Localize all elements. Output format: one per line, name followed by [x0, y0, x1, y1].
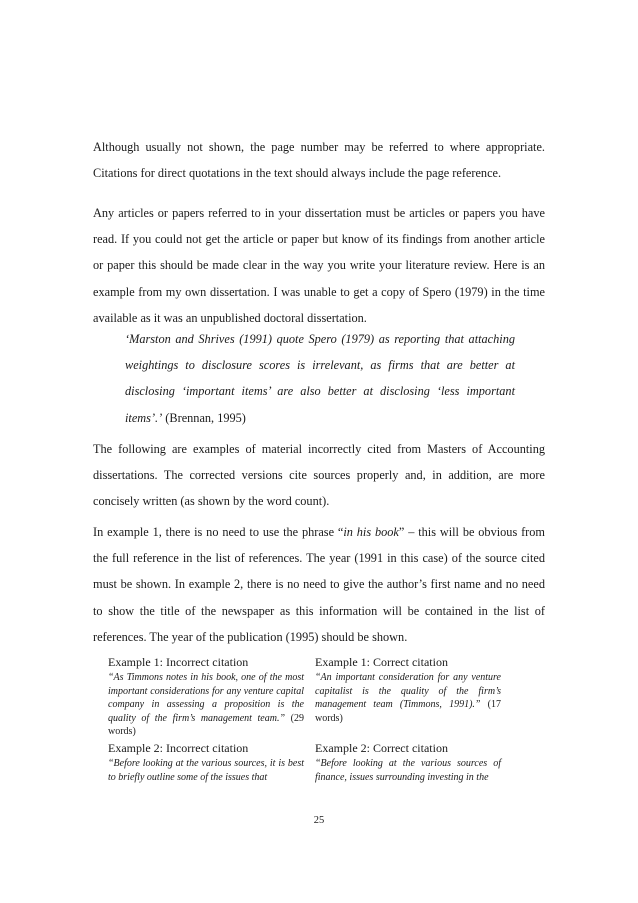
- example-1-correct-title: Example 1: Correct citation: [315, 655, 448, 669]
- example-2-incorrect: [108, 741, 304, 784]
- example-2-correct-text: “Before looking at the various sources of finance, issues surrounding investing in the: [315, 758, 501, 783]
- example-1-correct-body: [315, 671, 501, 725]
- example-1-correct-text: “An important consideration for any venture capitalist is the quality of the firm’s management team (Timmons, 1991).”: [315, 672, 501, 711]
- example-1-incorrect-count: (29 words): [108, 712, 304, 738]
- explanation-part-a: In example 1, there is no need to use the phrase “: [93, 525, 344, 539]
- explanation-italic-phrase: in his book: [343, 525, 399, 539]
- example-2-correct-body: [315, 757, 501, 784]
- example-1-incorrect-title: Example 1: Incorrect citation: [108, 655, 249, 669]
- quote-citation: (Brennan, 1995): [162, 410, 246, 425]
- block-quote: [125, 326, 515, 431]
- paragraph-example-explanation: [93, 519, 545, 650]
- example-2-incorrect-body: [108, 757, 304, 784]
- example-1-incorrect: [108, 655, 304, 739]
- example-1-correct: [315, 655, 501, 725]
- example-1-incorrect-text: “As Timmons notes in his book, one of the most important considerations for any venture capital company in assessing a proposition is the quality of the firm’s management team.”: [108, 672, 304, 724]
- page-number: 25: [313, 815, 325, 826]
- example-2-correct: [315, 741, 501, 784]
- paragraph-articles-read: Any articles or papers referred to in your dissertation must be articles or papers you have read. If you could not get the article or paper but know of its findings from another article or paper this should be made clear in the way you write your literature review. Here is an example from my own dissertation. I was unable to get a copy of Spero (1979) in the time available as it was an unpublished doctoral dissertation.: [93, 206, 545, 325]
- example-1-correct-count: (17 words): [315, 699, 501, 724]
- quote-text: ‘Marston and Shrives (1991) quote Spero (1979) as reporting that attaching weightings to disclosure scores is irrelevant, as firms that are better at disclosing ‘important items’ are also better at disclosing ‘less important items’.’: [125, 332, 515, 425]
- paragraph-page-reference: Although usually not shown, the page number may be referred to where appropriate. Citations for direct quotations in the text should always include the page reference.: [93, 140, 545, 181]
- paragraph-examples-intro: The following are examples of material incorrectly cited from Masters of Accounting dissertations. The corrected versions cite sources properly and, in addition, are more concisely written (as shown by the word count).: [93, 442, 545, 509]
- example-2-correct-title: Example 2: Correct citation: [315, 741, 448, 755]
- explanation-part-b: ” – this will be obvious from the full reference in the list of references. The year (1991 in this case) of the source cited must be shown. In example 2, there is no need to give the author’s first name and no need to show the title of the newspaper as this information will be contained in the list of references. The year of the publication (1995) should be shown.: [93, 525, 545, 644]
- example-2-incorrect-title: Example 2: Incorrect citation: [108, 741, 249, 755]
- example-1-incorrect-body: [108, 671, 304, 739]
- example-2-incorrect-text: “Before looking at the various sources, it is best to briefly outline some of the issues that: [108, 758, 304, 783]
